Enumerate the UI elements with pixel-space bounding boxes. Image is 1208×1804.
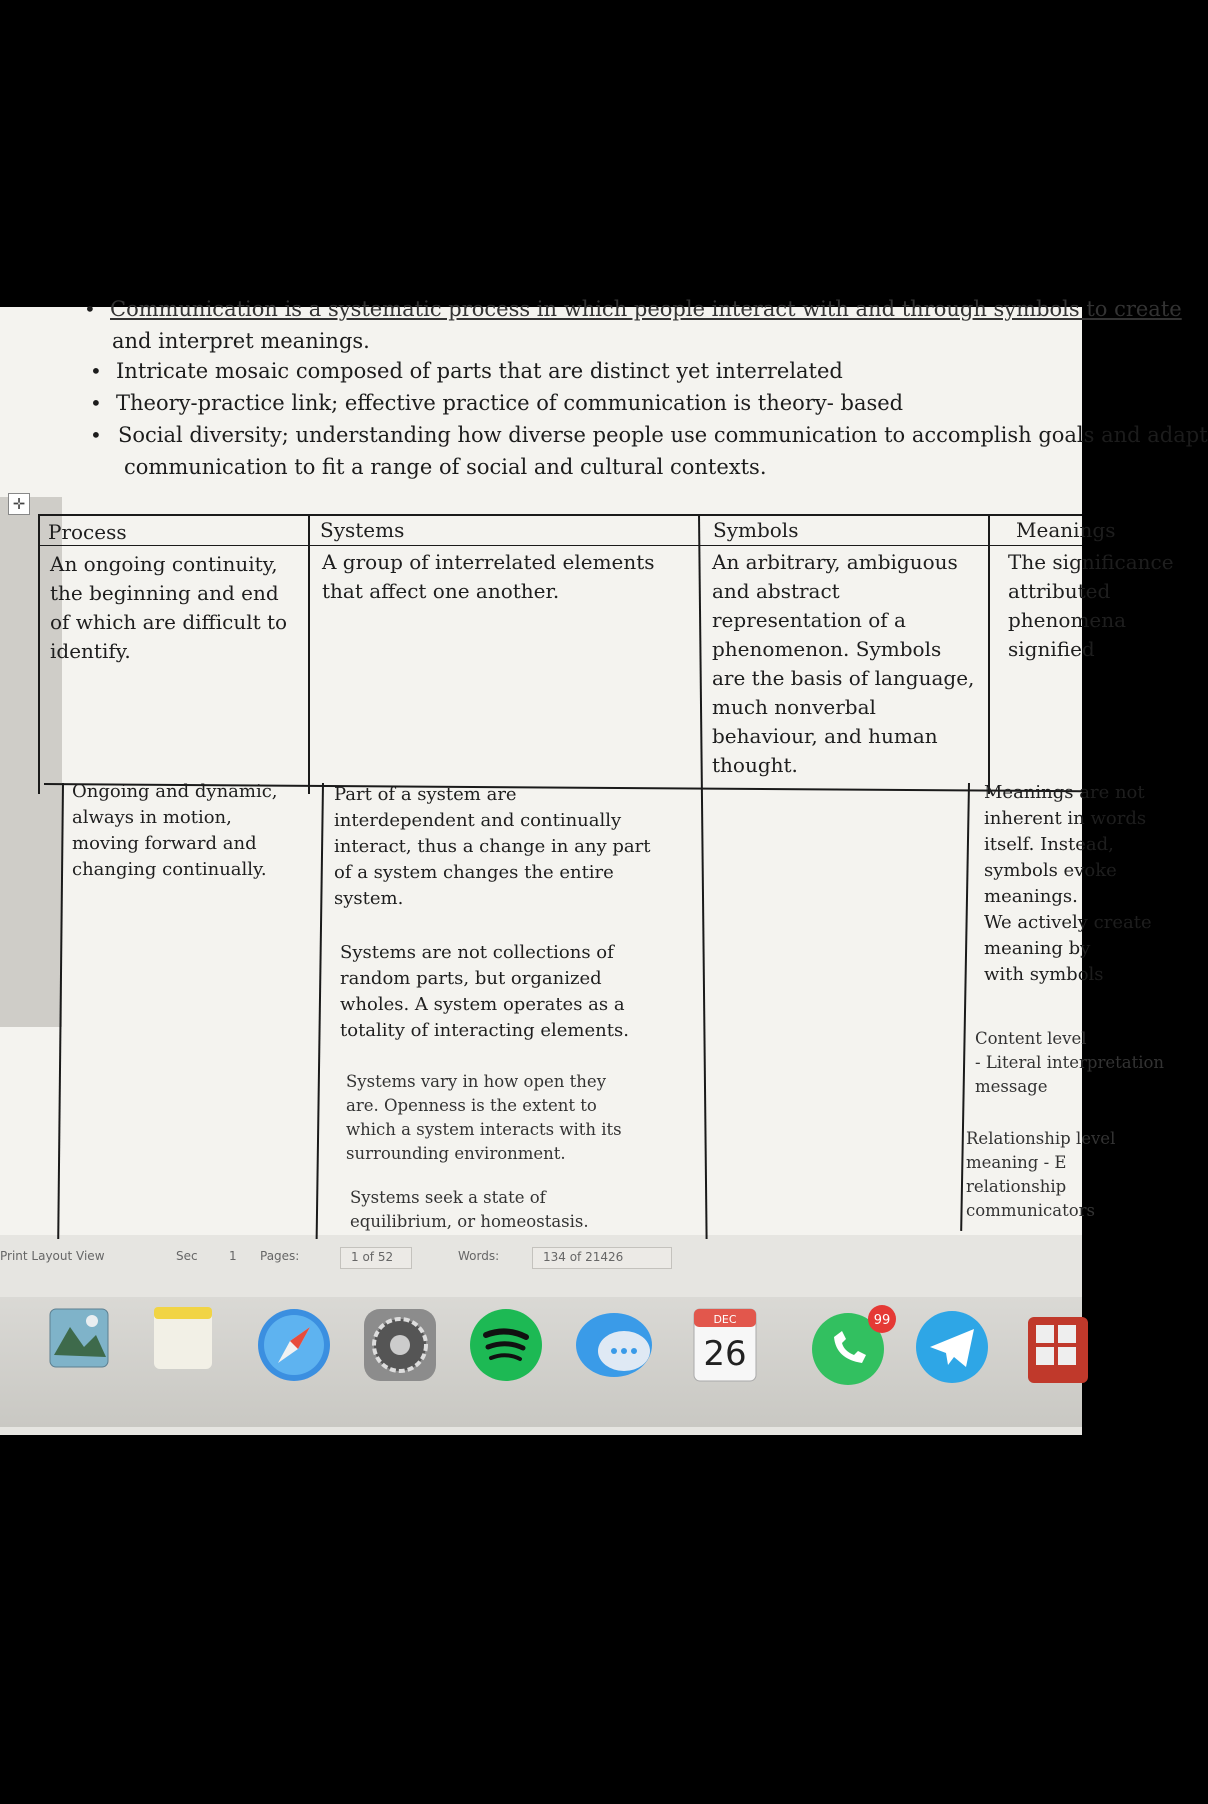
section-value: 1 xyxy=(229,1249,237,1263)
table-col-divider xyxy=(308,514,310,794)
status-bar xyxy=(0,1249,1082,1291)
calendar-icon[interactable] xyxy=(690,1307,760,1383)
cell-systems-detail-3: Systems vary in how open they are. Openness is the extent to which a system interacts with its surrounding environment. xyxy=(346,1072,622,1163)
messages-icon[interactable] xyxy=(572,1307,656,1387)
table-col-divider xyxy=(988,514,990,794)
cell-meanings-definition: The significance attributed phenomena signified xyxy=(1008,550,1174,661)
words-value: 134 of 21426 xyxy=(543,1250,624,1264)
table-border-left xyxy=(38,514,40,794)
cell-systems-detail-4: Systems seek a state of equilibrium, or homeostasis. xyxy=(350,1188,589,1231)
whatsapp-icon[interactable] xyxy=(806,1301,902,1389)
notes-icon[interactable] xyxy=(148,1303,218,1373)
bullet-text: Communication is a systematic process in which people interact with and through symbols to create xyxy=(110,297,1182,321)
calendar-month: DEC xyxy=(713,1313,737,1326)
notification-badge: 99 xyxy=(873,1313,891,1328)
cell-systems-definition: A group of interrelated elements that affect one another. xyxy=(322,550,655,603)
table-header-divider xyxy=(38,545,1082,546)
calendar-day: 26 xyxy=(703,1334,747,1374)
table-col-divider xyxy=(316,783,324,1239)
telegram-icon[interactable] xyxy=(912,1307,992,1387)
header-symbols: Symbols xyxy=(713,518,799,542)
word-document-window xyxy=(0,297,1208,1435)
header-process: Process xyxy=(48,520,127,544)
system-preferences-icon[interactable] xyxy=(360,1305,440,1385)
preview-icon[interactable] xyxy=(44,1305,116,1373)
cell-meanings-detail-1: Meanings are not inherent in words itself. Instead, symbols evoke meanings. We actively create meaning by with symbols xyxy=(984,782,1152,985)
document-page: • Communication is a systematic process in which people interact with and through symbols to create and interpret meanings. • Intricate mosaic composed of parts that are distinct yet interrelated • Theory-practice link; effective practice of communication is theory- based • Social diversity; understanding how diverse people use communication to accomplish goals and adapt communication to fit a range of social and cultural contexts. ✛ Process Systems Symbols Meanings An ongoing continuity, the beginning and end of which are difficult to identify. A group of interrelated elements that affect one another. An arbitrary, ambiguous and abstract representation of a phenomenon. Symbols are the basis of language, much nonverbal behaviour, and human thought. The significance attributed phenomena signified Ongoing and dynamic, always in motion, moving forward and changing continually. Part of a system are interdependent and continually interact, thus a change in any part of a system changes the entire system. Systems are not collections of random parts, but organized wholes. A system operates as a totality of interacting elements. Systems vary in how open they are. Openness is the extent to which a system interacts with its surrounding environment. Systems seek a state of equilibrium, or homeostasis. Meanings are not inherent in words itself. Instead, symbols evoke meanings. We actively create meaning by with symbols Content level - Literal interpretation message Relationship level meaning - E relationship communicators xyxy=(0,307,1082,1235)
dock xyxy=(0,1297,1082,1427)
bullet-continuation: communication to fit a range of social and cultural contexts. xyxy=(124,455,767,479)
section-label: Sec xyxy=(176,1249,198,1263)
cell-meanings-detail-3: Relationship level meaning - E relationship communicators xyxy=(966,1129,1116,1220)
cell-process-definition: An ongoing continuity, the beginning and end of which are difficult to identify. xyxy=(50,552,288,663)
table-col-divider xyxy=(698,514,708,1239)
cell-meanings-detail-2: Content level - Literal interpretation message xyxy=(975,1029,1165,1096)
bullet-continuation: and interpret meanings. xyxy=(112,329,370,353)
words-label: Words: xyxy=(458,1249,500,1263)
cell-symbols-definition: An arbitrary, ambiguous and abstract representation of a phenomenon. Symbols are the basis of language, much nonverbal behaviour, and human thought. xyxy=(712,550,975,777)
table-move-handle-icon[interactable]: ✛ xyxy=(8,493,30,515)
header-systems: Systems xyxy=(320,518,405,542)
view-mode-label[interactable]: Print Layout View xyxy=(0,1249,105,1263)
cell-systems-detail-1: Part of a system are interdependent and continually interact, thus a change in any part of a system changes the entire system. xyxy=(334,784,651,909)
cell-systems-detail-2: Systems are not collections of random parts, but organized wholes. A system operates as a totality of interacting elements. xyxy=(340,942,629,1041)
spotify-icon[interactable] xyxy=(466,1305,546,1385)
photo-booth-icon[interactable] xyxy=(1026,1315,1082,1385)
cell-process-detail: Ongoing and dynamic, always in motion, moving forward and changing continually. xyxy=(72,781,278,880)
pages-box[interactable] xyxy=(340,1247,412,1269)
words-box[interactable] xyxy=(532,1247,672,1269)
safari-icon[interactable] xyxy=(254,1305,334,1385)
header-meanings: Meanings xyxy=(1016,518,1116,542)
pages-label: Pages: xyxy=(260,1249,300,1263)
table-border-top xyxy=(38,514,1082,516)
pages-value: 1 of 52 xyxy=(351,1250,394,1264)
